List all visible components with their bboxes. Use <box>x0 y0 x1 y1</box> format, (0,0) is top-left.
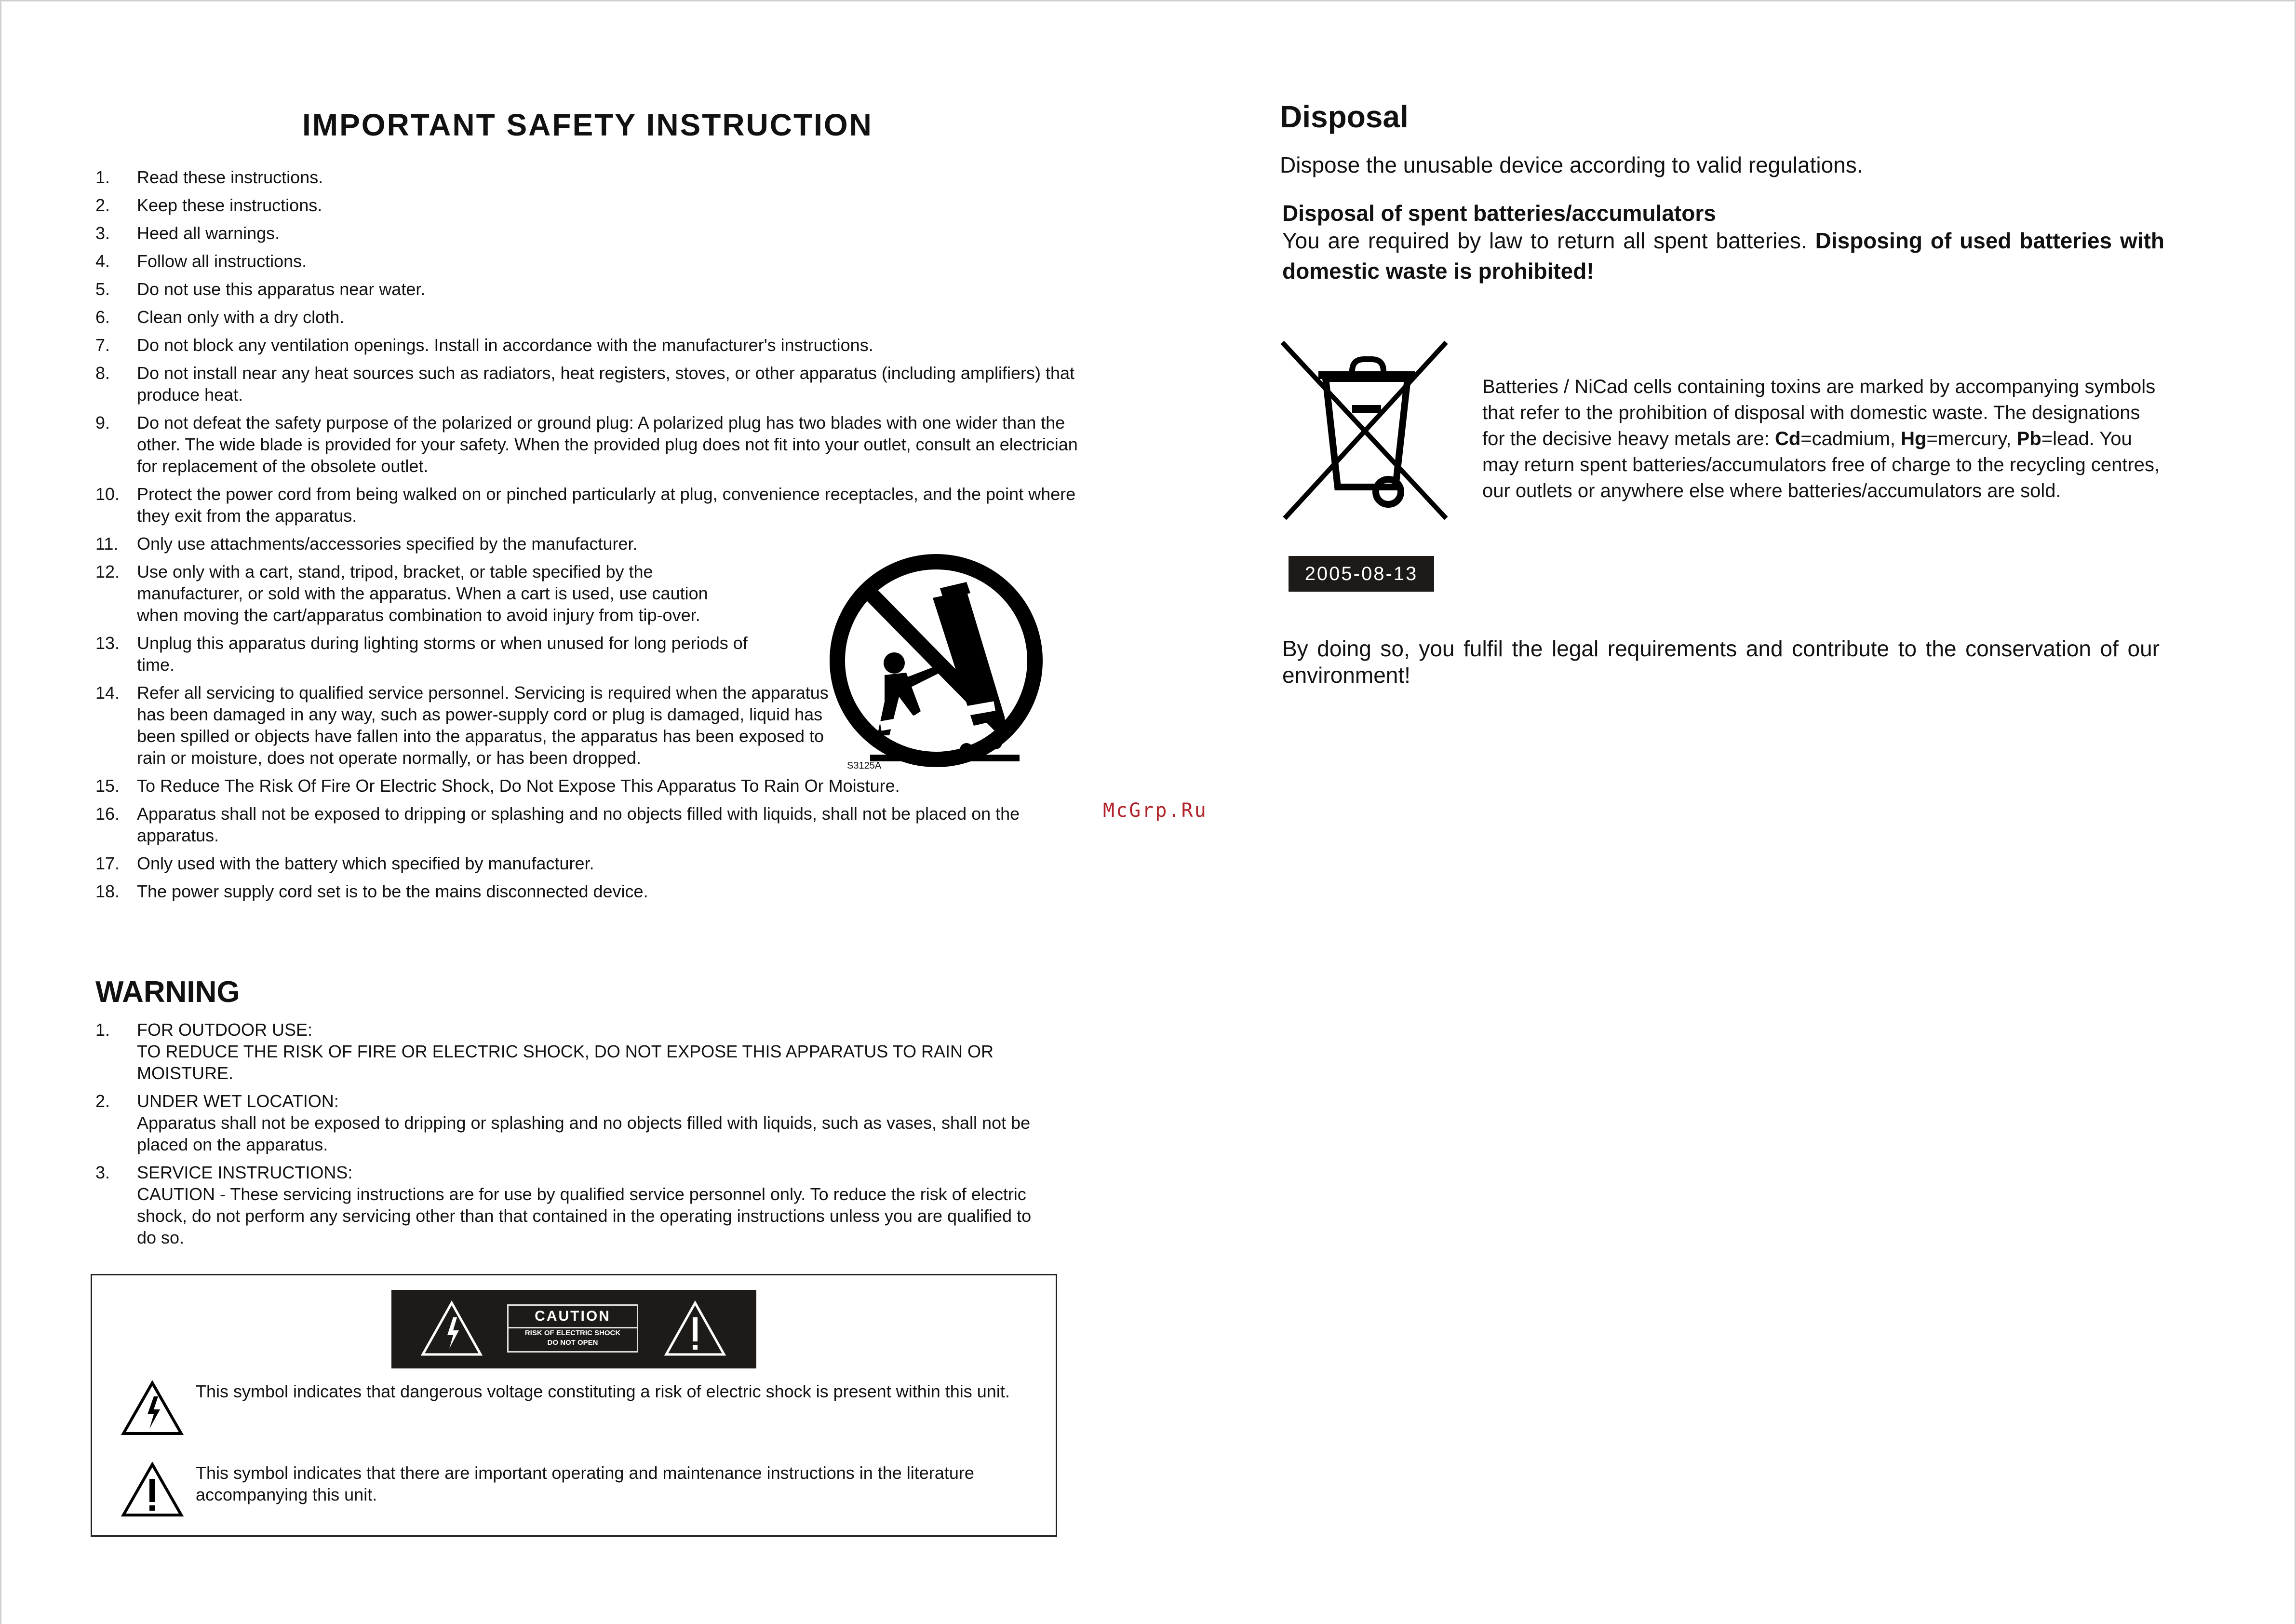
list-item <box>95 278 1055 300</box>
safety-title: IMPORTANT SAFETY INSTRUCTION <box>302 108 873 142</box>
item-text: Clean only with a dry cloth. <box>137 307 345 327</box>
lightning-triangle-icon <box>121 1380 184 1436</box>
item-text: Do not defeat the safety purpose of the polarized or ground plug: A polarized plug has two blades with one wider than the other. The wide blade is provided for your safety. When the provided plug does not fit into your outlet, consult an electrician for replacement of the obsolete outlet. <box>137 413 1078 476</box>
cart-symbol-code: S3125A <box>847 760 882 771</box>
item-text: Do not use this apparatus near water. <box>137 279 426 299</box>
disposal-title: Disposal <box>1280 99 1409 134</box>
item-number: 2. <box>95 195 110 215</box>
exclamation-triangle-icon <box>664 1300 726 1358</box>
item-number: 10. <box>95 484 120 504</box>
cart-tip-over-warning-icon <box>822 552 1051 784</box>
page-border-top <box>0 0 2296 1</box>
item-text: Use only with a cart, stand, tripod, bracket, or table specified by the manufacturer, or sold with the apparatus. When a cart is used, use caution when moving the cart/apparatus combination to avoid injury from tip-over. <box>137 562 708 625</box>
item-number: 14. <box>95 683 120 703</box>
list-item <box>95 222 1055 244</box>
item-number: 7. <box>95 335 110 355</box>
item-text: To Reduce The Risk Of Fire Or Electric Shock, Do Not Expose This Apparatus To Rain Or Moisture. <box>137 776 900 796</box>
disposal-intro: Dispose the unusable device according to valid regulations. <box>1280 152 1863 177</box>
closing-paragraph: By doing so, you fulfil the legal requirements and contribute to the conservation of our environment! <box>1282 636 2160 688</box>
warning-title: WARNING <box>95 975 240 1009</box>
law-text: You are required by law to return all spent batteries. <box>1282 228 1807 253</box>
item-number: 8. <box>95 363 110 383</box>
caution-box <box>91 1274 1057 1537</box>
item-number: 2. <box>95 1091 110 1111</box>
law-paragraph <box>1282 226 2164 286</box>
item-number: 1. <box>95 1020 110 1040</box>
item-text: Read these instructions. <box>137 167 323 187</box>
warning-text: TO REDUCE THE RISK OF FIRE OR ELECTRIC SHOCK, DO NOT EXPOSE THIS APPARATUS TO RAIN OR MOISTURE. <box>137 1042 994 1083</box>
item-text: Do not install near any heat sources such as radiators, heat registers, stoves, or other apparatus (including amplifiers) that produce heat. <box>137 363 1074 405</box>
item-number: 3. <box>95 1163 110 1182</box>
item-number: 12. <box>95 562 120 582</box>
cd-text: =cadmium, <box>1800 428 1896 449</box>
list-item <box>95 306 1055 328</box>
item-text: Heed all warnings. <box>137 223 280 243</box>
item-text: Unplug this apparatus during lighting storms or when unused for long periods of time. <box>137 633 748 675</box>
item-text: Protect the power cord from being walked on or pinched particularly at plug, convenience receptacles, and the point where they exit from the apparatus. <box>137 484 1076 526</box>
crossed-bin-icon <box>1280 338 1451 521</box>
list-item <box>95 250 1055 272</box>
exclamation-triangle-icon <box>121 1462 184 1517</box>
pb-text: =lead. You may return spent batteries/accumulators free of charge to the recycling centres, our outlets or anywhere else where batteries/accumulators are sold. <box>1482 428 2160 501</box>
item-text: Do not block any ventilation openings. Install in accordance with the manufacturer's instructions. <box>137 335 873 355</box>
list-item <box>95 533 1055 555</box>
item-text: Follow all instructions. <box>137 251 307 271</box>
item-number: 6. <box>95 307 110 327</box>
list-item <box>95 632 783 676</box>
date-badge: 2005-08-13 <box>1289 556 1434 592</box>
voltage-symbol-text: This symbol indicates that dangerous voltage constituting a risk of electric shock is present within this unit. <box>196 1381 1010 1401</box>
warning-heading: UNDER WET LOCATION: <box>137 1091 339 1111</box>
list-item <box>95 1019 1055 1084</box>
list-item <box>95 166 1055 188</box>
hg-symbol: Hg <box>1901 428 1927 449</box>
list-item <box>95 194 1055 216</box>
list-item <box>95 412 1101 477</box>
list-item <box>95 853 1055 874</box>
item-number: 9. <box>95 413 110 433</box>
caution-sub-1: RISK OF ELECTRIC SHOCK <box>524 1329 621 1337</box>
list-item <box>95 1162 1055 1248</box>
hg-text: =mercury, <box>1926 428 2012 449</box>
list-item <box>95 1090 1055 1155</box>
page-border-left <box>0 0 1 1624</box>
item-number: 16. <box>95 804 120 824</box>
item-number: 18. <box>95 881 120 901</box>
batteries-paragraph <box>1482 374 2167 504</box>
item-number: 3. <box>95 223 110 243</box>
item-number: 11. <box>95 534 119 554</box>
item-text: Keep these instructions. <box>137 195 322 215</box>
list-item <box>95 682 831 769</box>
list-item <box>95 880 1055 902</box>
batteries-subtitle: Disposal of spent batteries/accumulators <box>1282 201 1716 226</box>
list-item <box>95 561 744 626</box>
watermark-link[interactable]: McGrp.Ru <box>1103 799 1208 822</box>
item-number: 15. <box>95 776 120 796</box>
item-text: The power supply cord set is to be the mains disconnected device. <box>137 881 648 901</box>
item-text: Refer all servicing to qualified service personnel. Servicing is required when the apparatus has been damaged in any way, such as power-supply cord or plug is damaged, liquid has been spilled or objects have fallen into the apparatus, the apparatus has been exposed to rain or moisture, does not operate normally, or has been dropped. <box>137 683 829 768</box>
warning-list <box>95 1019 1055 1255</box>
caution-label-box <box>507 1304 638 1353</box>
list-item <box>95 334 1055 356</box>
list-item <box>95 803 1096 846</box>
caution-label: CAUTION <box>509 1306 637 1328</box>
item-number: 13. <box>95 633 120 653</box>
lightning-triangle-icon <box>420 1300 483 1358</box>
item-text: Only used with the battery which specified by manufacturer. <box>137 853 594 873</box>
warning-heading: FOR OUTDOOR USE: <box>137 1020 313 1040</box>
warning-text: Apparatus shall not be exposed to dripping or splashing and no objects filled with liquids, such as vases, shall not be placed on the apparatus. <box>137 1113 1031 1154</box>
batteries-text: Batteries / NiCad cells containing toxins are marked by accompanying symbols that refer to the prohibition of disposal with domestic waste. The designations for the decisive heavy metals are: <box>1482 376 2156 449</box>
item-number: 1. <box>95 167 110 187</box>
list-item <box>95 483 1096 527</box>
caution-sub-2: DO NOT OPEN <box>547 1339 598 1347</box>
law-bold-text: Disposing of used batteries with domestic waste is prohibited! <box>1282 228 2165 284</box>
item-text: Only use attachments/accessories specified by the manufacturer. <box>137 534 638 554</box>
item-number: 5. <box>95 279 110 299</box>
list-item <box>95 362 1096 406</box>
item-text: Apparatus shall not be exposed to dripping or splashing and no objects filled with liquids, shall not be placed on the apparatus. <box>137 804 1020 845</box>
caution-banner <box>391 1290 756 1368</box>
cd-symbol: Cd <box>1774 428 1801 449</box>
warning-text: CAUTION - These servicing instructions are for use by qualified service personnel only. To reduce the risk of electric shock, do not perform any servicing other than that contained in the operating instructions unless you are qualified to do so. <box>137 1184 1032 1247</box>
pb-symbol: Pb <box>2016 428 2041 449</box>
safety-instruction-list <box>95 166 1078 908</box>
item-number: 4. <box>95 251 110 271</box>
warning-heading: SERVICE INSTRUCTIONS: <box>137 1163 353 1182</box>
instructions-symbol-text: This symbol indicates that there are important operating and maintenance instructions in the literature accompanying this unit. <box>196 1463 974 1504</box>
item-number: 17. <box>95 853 120 873</box>
